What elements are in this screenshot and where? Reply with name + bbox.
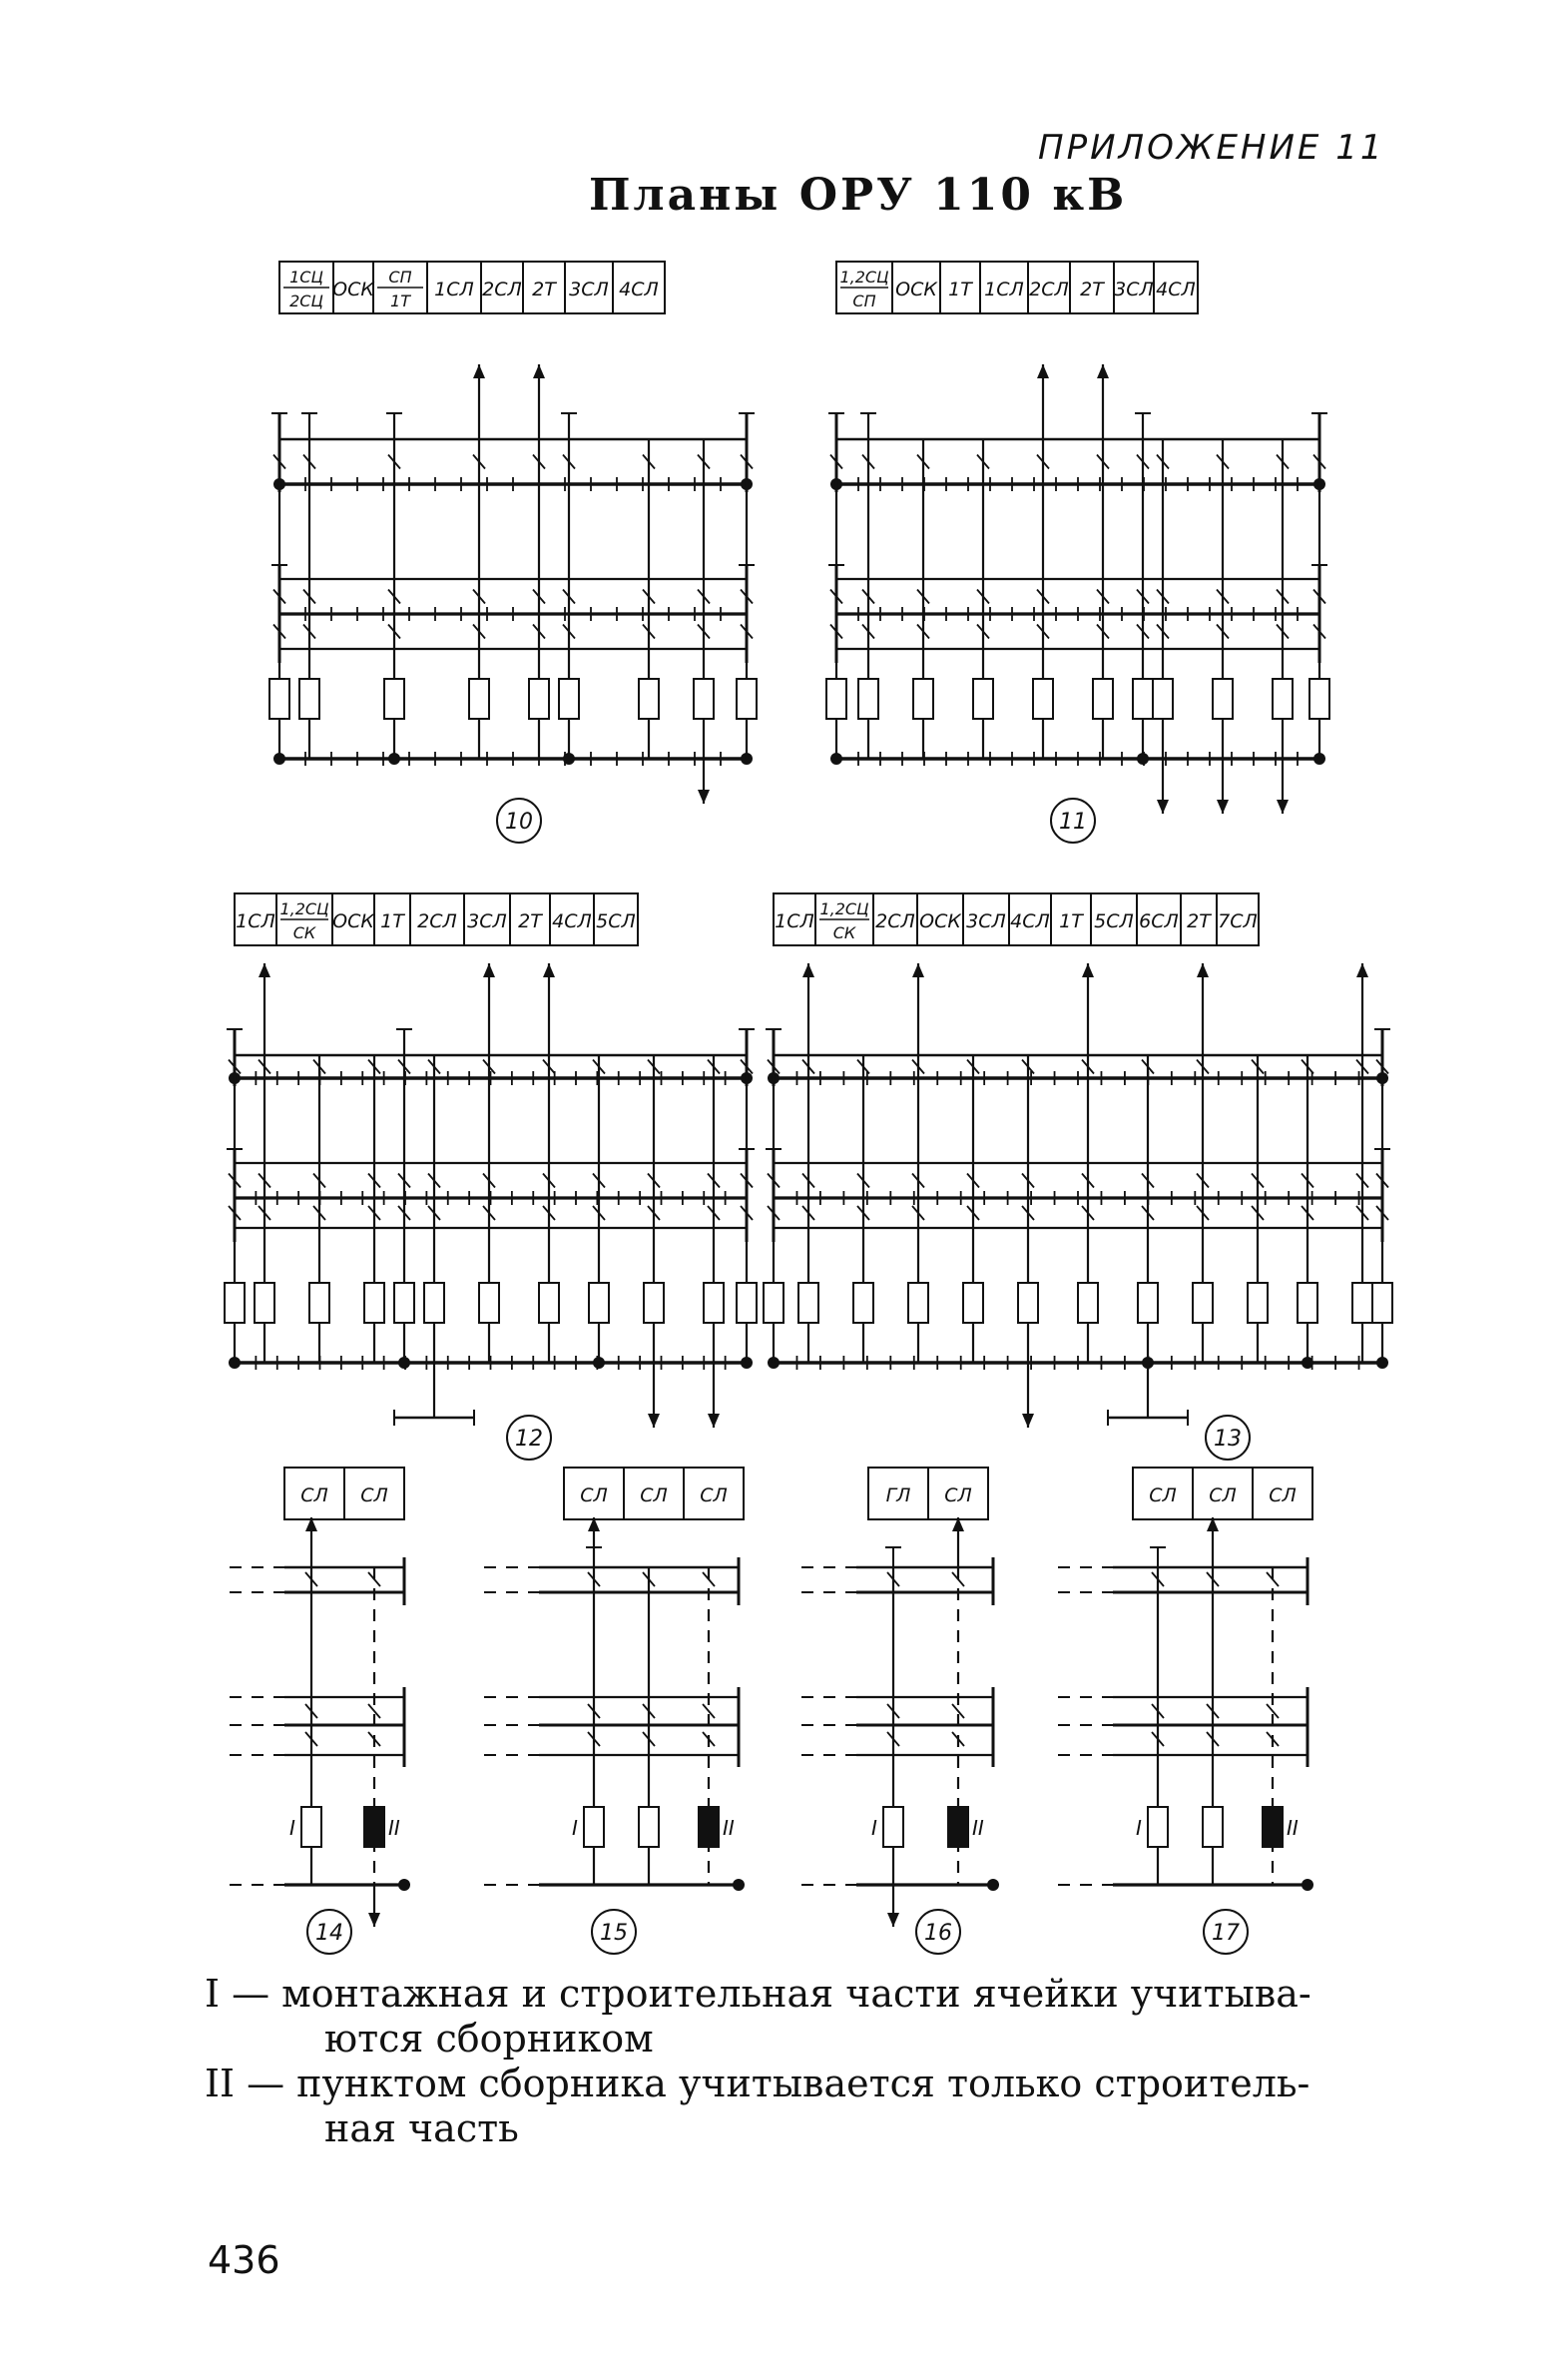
breaker-symbol (948, 1807, 968, 1847)
cell-label: 1Т (1059, 910, 1083, 932)
breaker-symbol (694, 679, 714, 719)
scheme-number: 11 (1059, 810, 1087, 835)
bus-node (563, 753, 575, 765)
arrow-head (1217, 800, 1229, 814)
arrow-head (473, 364, 485, 378)
breaker-symbol (1093, 679, 1113, 719)
breaker-symbol (764, 1283, 784, 1323)
bus-node (1302, 1879, 1313, 1891)
marker-one: I (572, 1816, 578, 1840)
breaker-symbol (1153, 679, 1173, 719)
breaker-symbol (639, 679, 659, 719)
breaker-symbol (858, 679, 878, 719)
breaker-symbol (589, 1283, 609, 1323)
cell-label: СЛ (640, 1484, 668, 1506)
cell-label: 3СЛ (569, 279, 609, 300)
arrow-head (543, 963, 555, 977)
marker-two: II (388, 1816, 400, 1840)
scheme-11 (826, 262, 1329, 843)
scheme-number: 14 (315, 1921, 343, 1946)
breaker-symbol (1148, 1807, 1168, 1847)
breaker-symbol (301, 1807, 321, 1847)
breaker-symbol (469, 679, 489, 719)
breaker-symbol (1018, 1283, 1038, 1323)
breaker-symbol (908, 1283, 928, 1323)
marker-two: II (723, 1816, 735, 1840)
breaker-symbol (1248, 1283, 1268, 1323)
note-one (205, 1972, 1382, 2062)
arrow-head (912, 963, 924, 977)
breaker-symbol (255, 1283, 274, 1323)
cell-label-bottom: СК (292, 923, 316, 942)
appendix-label: ПРИЛОЖЕНИЕ 11 (1038, 128, 1385, 168)
breaker-symbol (529, 679, 549, 719)
cell-label: 1СЛ (984, 279, 1024, 300)
cell-label: СЛ (580, 1484, 608, 1506)
cell-label: СЛ (1149, 1484, 1177, 1506)
breaker-symbol (539, 1283, 559, 1323)
breaker-symbol (1213, 679, 1233, 719)
scheme-16 (801, 1468, 999, 1954)
breaker-symbol (1078, 1283, 1098, 1323)
arrow-head (259, 963, 270, 977)
breaker-symbol (309, 1283, 329, 1323)
cell-label-bottom: 2СЦ (289, 292, 323, 310)
breaker-symbol (639, 1807, 659, 1847)
scheme-number: 17 (1212, 1921, 1240, 1946)
marker-two: II (972, 1816, 984, 1840)
breaker-symbol (826, 679, 846, 719)
cell-label: 2Т (518, 910, 542, 932)
note-one-line2: ются сборником (324, 2017, 654, 2061)
arrow-head (1197, 963, 1209, 977)
cell-label: ГЛ (885, 1484, 911, 1506)
cell-label: 3СЛ (966, 910, 1006, 932)
cell-label: ОСК (332, 279, 374, 300)
cell-label: СЛ (300, 1484, 328, 1506)
arrow-head (1277, 800, 1289, 814)
arrow-head (708, 1414, 720, 1428)
cell-label: СЛ (1269, 1484, 1297, 1506)
scheme-14 (230, 1468, 410, 1954)
breaker-symbol (559, 679, 579, 719)
breaker-symbol (644, 1283, 664, 1323)
cell-label: 1СЛ (434, 279, 474, 300)
breaker-symbol (1263, 1807, 1283, 1847)
cell-label: 2СЛ (482, 279, 522, 300)
cell-label: 3СЛ (467, 910, 507, 932)
cell-label: ОСК (895, 279, 937, 300)
cell-label: 6СЛ (1139, 910, 1179, 932)
note-two-line2: ная часть (324, 2106, 519, 2150)
cell-label: 2Т (532, 279, 556, 300)
scheme-17 (1058, 1468, 1313, 1954)
breaker-symbol (1138, 1283, 1158, 1323)
breaker-symbol (364, 1283, 384, 1323)
breaker-symbol (853, 1283, 873, 1323)
cell-label: 1Т (948, 279, 972, 300)
breaker-symbol (737, 679, 757, 719)
breaker-symbol (1298, 1283, 1317, 1323)
scheme-10 (269, 262, 757, 843)
arrow-head (533, 364, 545, 378)
breaker-symbol (269, 679, 289, 719)
breaker-symbol (1133, 679, 1153, 719)
breaker-symbol (798, 1283, 818, 1323)
cell-label: СЛ (944, 1484, 972, 1506)
cell-label: 4СЛ (1156, 279, 1196, 300)
bus-node (398, 1879, 410, 1891)
breaker-symbol (225, 1283, 245, 1323)
cell-label: 2СЛ (417, 910, 457, 932)
cell-label: 1СЛ (236, 910, 275, 932)
note-two (205, 2062, 1382, 2151)
bus-node (1302, 1357, 1313, 1369)
page-title: Планы ОРУ 110 кВ (589, 170, 1128, 221)
cell-label-top: 1,2СЦ (279, 899, 329, 918)
breaker-symbol (364, 1807, 384, 1847)
cell-label-bottom: 1Т (390, 292, 410, 310)
arrow-head (1037, 364, 1049, 378)
cell-label: 2Т (1187, 910, 1211, 932)
note-one-line1: I — монтажная и строительная части ячейки учитыва- (205, 1972, 1311, 2016)
marker-one: I (289, 1816, 295, 1840)
arrow-head (802, 963, 814, 977)
breaker-symbol (737, 1283, 757, 1323)
cell-label: СЛ (360, 1484, 388, 1506)
cell-label: 5СЛ (1094, 910, 1134, 932)
arrow-head (1022, 1414, 1034, 1428)
scheme-number: 13 (1214, 1427, 1242, 1452)
cell-label: 3СЛ (1114, 279, 1154, 300)
cell-label: 1Т (380, 910, 404, 932)
cell-label: 5СЛ (596, 910, 636, 932)
cell-label-top: 1СЦ (289, 268, 323, 287)
cell-label: 1СЛ (775, 910, 814, 932)
bus-node (388, 753, 400, 765)
scheme-number: 15 (600, 1921, 628, 1946)
scheme-number: 12 (515, 1427, 543, 1452)
arrow-head (887, 1913, 899, 1927)
breaker-symbol (394, 1283, 414, 1323)
cell-label: 7СЛ (1218, 910, 1258, 932)
arrow-head (483, 963, 495, 977)
cell-label: 2СЛ (875, 910, 915, 932)
cell-label-bottom: СК (832, 923, 856, 942)
note-two-line1: II — пунктом сборника учитывается только строитель- (205, 2062, 1310, 2105)
scheme-12 (225, 893, 757, 1460)
cell-label: 4СЛ (552, 910, 592, 932)
cell-label: СЛ (700, 1484, 728, 1506)
breaker-symbol (1273, 679, 1293, 719)
bus-node (398, 1357, 410, 1369)
marker-one: I (1136, 1816, 1142, 1840)
breaker-symbol (584, 1807, 604, 1847)
scheme-number: 10 (505, 810, 533, 835)
bus-node (987, 1879, 999, 1891)
breaker-symbol (299, 679, 319, 719)
cell-label: 4СЛ (619, 279, 659, 300)
bus-node (733, 1879, 745, 1891)
cell-label: ОСК (919, 910, 961, 932)
breaker-symbol (479, 1283, 499, 1323)
scheme-13 (764, 893, 1392, 1460)
arrow-head (698, 790, 710, 804)
breaker-symbol (1193, 1283, 1213, 1323)
cell-label-top: СП (388, 268, 412, 287)
cell-label-top: 1,2СЦ (839, 268, 889, 287)
breaker-symbol (1309, 679, 1329, 719)
breaker-symbol (913, 679, 933, 719)
page-number: 436 (208, 2238, 280, 2282)
breaker-symbol (963, 1283, 983, 1323)
arrow-head (1157, 800, 1169, 814)
breaker-symbol (1203, 1807, 1223, 1847)
arrow-head (1097, 364, 1109, 378)
cell-label: 2СЛ (1029, 279, 1069, 300)
breaker-symbol (384, 679, 404, 719)
breaker-symbol (1372, 1283, 1392, 1323)
breaker-symbol (883, 1807, 903, 1847)
cell-label: 4СЛ (1010, 910, 1050, 932)
marker-one: I (871, 1816, 877, 1840)
cell-label: ОСК (332, 910, 374, 932)
bus-node (593, 1357, 605, 1369)
arrow-head (1082, 963, 1094, 977)
notes-block (205, 1972, 1382, 2151)
breaker-symbol (1352, 1283, 1372, 1323)
breaker-symbol (424, 1283, 444, 1323)
cell-label-bottom: СП (852, 292, 876, 310)
cell-label: СЛ (1209, 1484, 1237, 1506)
arrow-head (648, 1414, 660, 1428)
breaker-symbol (973, 679, 993, 719)
scheme-15 (484, 1468, 745, 1954)
arrow-head (1356, 963, 1368, 977)
cell-label-top: 1,2СЦ (819, 899, 869, 918)
bus-node (1137, 753, 1149, 765)
arrow-head (368, 1913, 380, 1927)
scheme-number: 16 (924, 1921, 952, 1946)
breaker-symbol (704, 1283, 724, 1323)
cell-label: 2Т (1080, 279, 1104, 300)
marker-two: II (1287, 1816, 1299, 1840)
breaker-symbol (1033, 679, 1053, 719)
breaker-symbol (699, 1807, 719, 1847)
